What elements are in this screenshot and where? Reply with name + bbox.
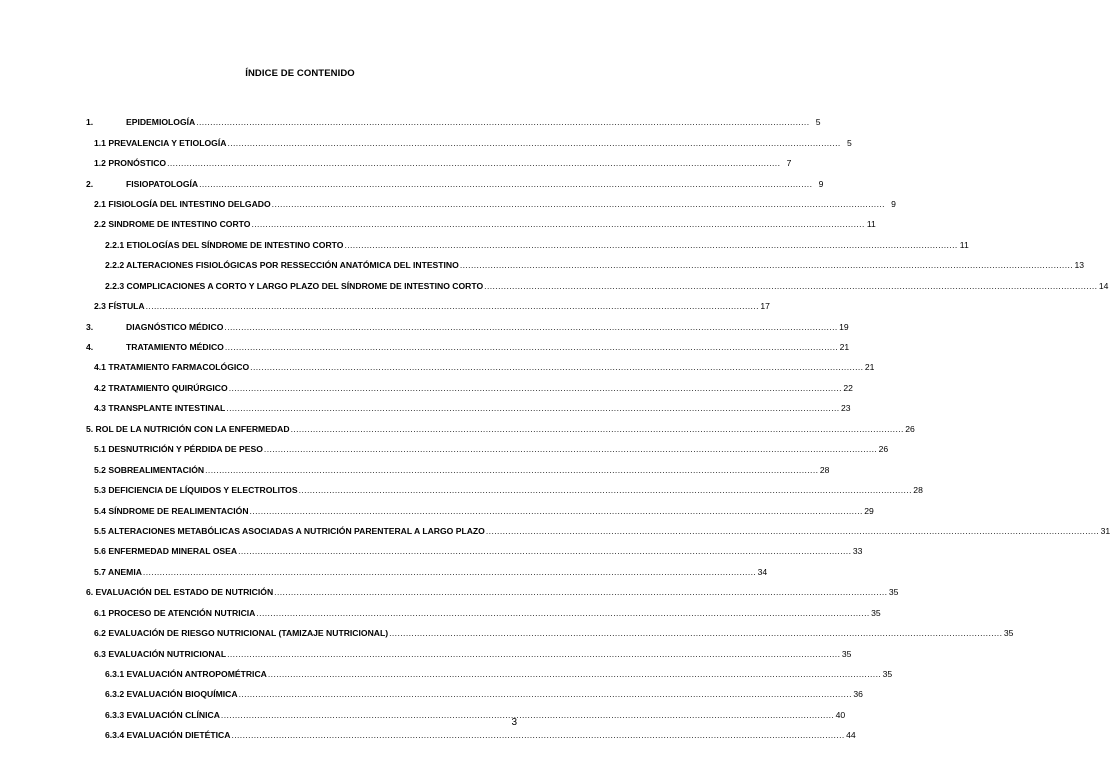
toc-dot-leader: ............................................................................................................................................................................................................................ [485, 525, 1100, 536]
toc-entry-text: 5.7 ANEMIA [94, 566, 142, 577]
toc-entry[interactable] [80, 684, 863, 704]
toc-entry-page: 26 [878, 444, 889, 455]
toc-entry[interactable] [80, 439, 889, 459]
toc-entry-label [86, 424, 290, 434]
toc-entry[interactable] [80, 132, 852, 152]
toc-entry-text: 2.2.2 ALTERACIONES FISIOLÓGICAS POR RESSECCIÓN ANATÓMICA DEL INTESTINO [105, 260, 459, 271]
toc-dot-leader: ............................................................................................................................................................................................................................ [267, 669, 882, 680]
toc-entry-label [105, 730, 230, 740]
toc-entry[interactable] [80, 194, 896, 214]
toc-dot-leader: ............................................................................................................................................................................................................................ [220, 709, 835, 720]
toc-dot-leader: ............................................................................................................................................................................................................................ [251, 219, 865, 230]
toc-entry-page: 22 [843, 382, 853, 393]
toc-entry-number: 2. [86, 178, 94, 189]
toc-entry-text: 5.5 ALTERACIONES METABÓLICAS ASOCIADAS A NUTRICIÓN PARENTERAL A LARGO PLAZO [94, 525, 485, 536]
toc-entry-label [94, 138, 226, 148]
toc-entry-text: 2.2.1 ETIOLOGÍAS DEL SÍNDROME DE INTESTINO CORTO [105, 239, 344, 250]
toc-dot-leader: ............................................................................................................................................................................................................................ [249, 505, 863, 516]
toc-entry-text: 6.2 EVALUACIÓN DE RIESGO NUTRICIONAL (TAMIZAJE NUTRICIONAL) [94, 628, 389, 639]
toc-entry-page: 11 [959, 239, 969, 250]
toc-entry-label [105, 281, 483, 291]
toc-dot-leader: ............................................................................................................................................................................................................................ [263, 444, 878, 455]
toc-dot-leader: ............................................................................................................................................................................................................................ [344, 239, 958, 250]
toc-dot-leader: ............................................................................................................................................................................................................................ [167, 158, 781, 169]
toc-entry-label [94, 465, 204, 475]
toc-dot-leader: ............................................................................................................................................................................................................................ [227, 137, 841, 148]
toc-entry-page: 14 [1098, 280, 1109, 291]
toc-entry-page: 35 [841, 648, 852, 659]
toc-entry-page: 9 [818, 178, 824, 189]
toc-entry-label [86, 179, 198, 189]
toc-entry-page: 36 [853, 689, 863, 700]
toc-entry-page: 40 [835, 709, 846, 720]
toc-entry-text: 6.1 PROCESO DE ATENCIÓN NUTRICIA [94, 607, 256, 618]
toc-entry-text: 6.3.2 EVALUACIÓN BIOQUÍMICA [105, 689, 238, 700]
toc-entry[interactable] [80, 521, 1110, 541]
toc-entry-page: 28 [913, 485, 923, 496]
toc-entry-page: 23 [841, 403, 851, 414]
toc-entry-text: 5.2 SOBREALIMENTACIÓN [94, 464, 205, 475]
toc-entry[interactable] [80, 153, 792, 173]
toc-title: ÍNDICE DE CONTENIDO [245, 68, 355, 79]
toc-entry-label [94, 444, 263, 454]
toc-dot-leader: ............................................................................................................................................................................................................................ [224, 342, 839, 353]
toc-entry-label [86, 117, 195, 127]
toc-dot-leader: ............................................................................................................................................................................................................................ [484, 280, 1098, 291]
toc-entry-text: 4.3 TRANSPLANTE INTESTINAL [94, 403, 226, 414]
toc-entry[interactable] [80, 173, 824, 193]
page-number: 3 [511, 717, 517, 728]
table-of-contents [80, 112, 1110, 746]
toc-entry[interactable] [80, 276, 1109, 296]
toc-entry-page: 35 [871, 607, 881, 618]
toc-dot-leader: ............................................................................................................................................................................................................................ [142, 566, 757, 577]
toc-dot-leader: ............................................................................................................................................................................................................................ [227, 648, 841, 659]
toc-entry-label [94, 301, 145, 311]
toc-entry-text: DIAGNÓSTICO MÉDICO [126, 321, 224, 332]
toc-dot-leader: ............................................................................................................................................................................................................................ [298, 485, 912, 496]
toc-entry-text: 1.1 PREVALENCIA Y ETIOLOGÍA [94, 137, 227, 148]
toc-entry-page: 9 [891, 198, 896, 209]
toc-entry-label [94, 403, 225, 413]
toc-dot-leader: ............................................................................................................................................................................................................................ [196, 117, 810, 128]
toc-entry-page: 5 [815, 117, 821, 128]
toc-dot-leader: ............................................................................................................................................................................................................................ [228, 382, 842, 393]
toc-entry[interactable] [80, 378, 853, 398]
toc-entry-text: 5.1 DESNUTRICIÓN Y PÉRDIDA DE PESO [94, 444, 263, 455]
toc-entry[interactable] [80, 316, 849, 336]
toc-entry-text: 4.1 TRATAMIENTO FARMACOLÓGICO [94, 362, 250, 373]
toc-entry-label [86, 587, 273, 597]
toc-entry[interactable] [80, 459, 830, 479]
toc-dot-leader: ............................................................................................................................................................................................................................ [274, 587, 888, 598]
toc-entry[interactable] [80, 582, 899, 602]
toc-entry-label [86, 342, 224, 352]
toc-entry[interactable] [80, 541, 863, 561]
toc-entry[interactable] [80, 480, 923, 500]
toc-entry-label [94, 219, 250, 229]
toc-entry-page: 34 [757, 566, 768, 577]
toc-entry[interactable] [80, 255, 1085, 275]
toc-entry-text: 6.3.4 EVALUACIÓN DIETÉTICA [105, 730, 231, 741]
toc-entry-text: 4.2 TRATAMIENTO QUIRÚRGICO [94, 382, 228, 393]
toc-entry-page: 21 [839, 342, 850, 353]
toc-entry-page: 21 [864, 362, 875, 373]
toc-dot-leader: ............................................................................................................................................................................................................................ [389, 628, 1003, 639]
toc-entry-label [105, 689, 238, 699]
toc-entry-label [94, 362, 249, 372]
toc-entry-label [94, 546, 237, 556]
toc-entry-page: 28 [819, 464, 830, 475]
toc-entry-label [94, 608, 255, 618]
toc-entry-page: 35 [888, 587, 899, 598]
toc-entry-label [94, 567, 142, 577]
toc-entry[interactable] [80, 398, 851, 418]
toc-entry[interactable] [80, 725, 856, 745]
toc-entry-page: 17 [760, 301, 770, 312]
toc-dot-leader: ............................................................................................................................................................................................................................ [231, 730, 845, 741]
toc-entry[interactable] [80, 419, 915, 439]
toc-entry-label [94, 506, 249, 516]
toc-dot-leader: ............................................................................................................................................................................................................................ [256, 607, 870, 618]
toc-entry-label [94, 485, 298, 495]
toc-entry-page: 13 [1074, 260, 1085, 271]
toc-entry[interactable] [80, 664, 893, 684]
toc-entry-text: FISIOPATOLOGÍA [126, 178, 199, 189]
toc-entry-label [94, 199, 271, 209]
toc-entry-label [94, 158, 166, 168]
toc-entry-page: 35 [882, 669, 893, 680]
toc-entry-text: 2.1 FISIOLOGÍA DEL INTESTINO DELGADO [94, 198, 271, 209]
toc-entry-text: 6.3 EVALUACIÓN NUTRICIONAL [94, 648, 227, 659]
toc-entry-text: 5.4 SÍNDROME DE REALIMENTACIÓN [94, 505, 249, 516]
toc-entry-text: 5. ROL DE LA NUTRICIÓN CON LA ENFERMEDAD [86, 423, 290, 434]
toc-entry-number: 1. [86, 117, 94, 128]
toc-entry-text: 6.3.3 EVALUACIÓN CLÍNICA [105, 709, 220, 720]
toc-entry-page: 33 [852, 546, 863, 557]
toc-dot-leader: ............................................................................................................................................................................................................................ [145, 301, 759, 312]
toc-entry-page: 5 [846, 137, 852, 148]
toc-entry-page: 44 [846, 730, 856, 741]
toc-entry-text: 2.2 SINDROME DE INTESTINO CORTO [94, 219, 251, 230]
toc-dot-leader: ............................................................................................................................................................................................................................ [238, 689, 852, 700]
toc-entry-text: 6.3.1 EVALUACIÓN ANTROPOMÉTRICA [105, 669, 267, 680]
toc-entry-number: 3. [86, 321, 94, 332]
toc-entry-page: 31 [1100, 525, 1110, 536]
toc-entry-page: 35 [1003, 628, 1014, 639]
toc-entry-label [86, 322, 223, 332]
toc-entry-text: EPIDEMIOLOGÍA [126, 117, 196, 128]
toc-dot-leader: ............................................................................................................................................................................................................................ [271, 198, 885, 209]
toc-entry[interactable] [80, 357, 875, 377]
toc-entry-text: TRATAMIENTO MÉDICO [126, 342, 224, 353]
toc-dot-leader: ............................................................................................................................................................................................................................ [250, 362, 864, 373]
toc-entry[interactable] [80, 623, 1014, 643]
toc-entry-text: 2.3 FÍSTULA [94, 301, 145, 312]
toc-entry-label [105, 669, 267, 679]
toc-dot-leader: ............................................................................................................................................................................................................................ [290, 423, 904, 434]
toc-dot-leader: ............................................................................................................................................................................................................................ [238, 546, 852, 557]
toc-entry-page: 19 [839, 321, 849, 332]
toc-entry[interactable] [80, 214, 876, 234]
toc-dot-leader: ............................................................................................................................................................................................................................ [205, 464, 819, 475]
toc-entry[interactable] [80, 235, 969, 255]
toc-entry-label [105, 240, 343, 250]
toc-entry[interactable] [80, 603, 881, 623]
toc-entry-label [94, 383, 228, 393]
toc-dot-leader: ............................................................................................................................................................................................................................ [226, 403, 840, 414]
toc-entry[interactable] [80, 296, 770, 316]
toc-entry-text: 2.2.3 COMPLICACIONES A CORTO Y LARGO PLAZO DEL SÍNDROME DE INTESTINO CORTO [105, 280, 484, 291]
toc-dot-leader: ............................................................................................................................................................................................................................ [224, 321, 838, 332]
toc-dot-leader: ............................................................................................................................................................................................................................ [459, 260, 1074, 271]
toc-entry[interactable] [80, 643, 852, 663]
toc-entry-text: 1.2 PRONÓSTICO [94, 158, 167, 169]
toc-entry-label [94, 649, 226, 659]
toc-entry-text: 6. EVALUACIÓN DEL ESTADO DE NUTRICIÓN [86, 587, 274, 598]
toc-entry-page: 7 [786, 158, 792, 169]
toc-entry-label [105, 260, 459, 270]
toc-dot-leader: ............................................................................................................................................................................................................................ [199, 178, 813, 189]
toc-entry[interactable] [80, 500, 874, 520]
toc-entry-label [94, 526, 485, 536]
toc-entry[interactable] [80, 562, 768, 582]
toc-entry-text: 5.3 DEFICIENCIA DE LÍQUIDOS Y ELECTROLITOS [94, 485, 298, 496]
toc-entry[interactable] [80, 337, 850, 357]
toc-entry-page: 11 [866, 219, 876, 230]
toc-entry-number: 4. [86, 342, 94, 353]
toc-entry-page: 26 [905, 423, 915, 434]
toc-entry-text: 5.6 ENFERMEDAD MINERAL OSEA [94, 546, 238, 557]
toc-entry-page: 29 [864, 505, 874, 516]
toc-entry[interactable] [80, 112, 821, 132]
toc-entry-label [94, 628, 388, 638]
